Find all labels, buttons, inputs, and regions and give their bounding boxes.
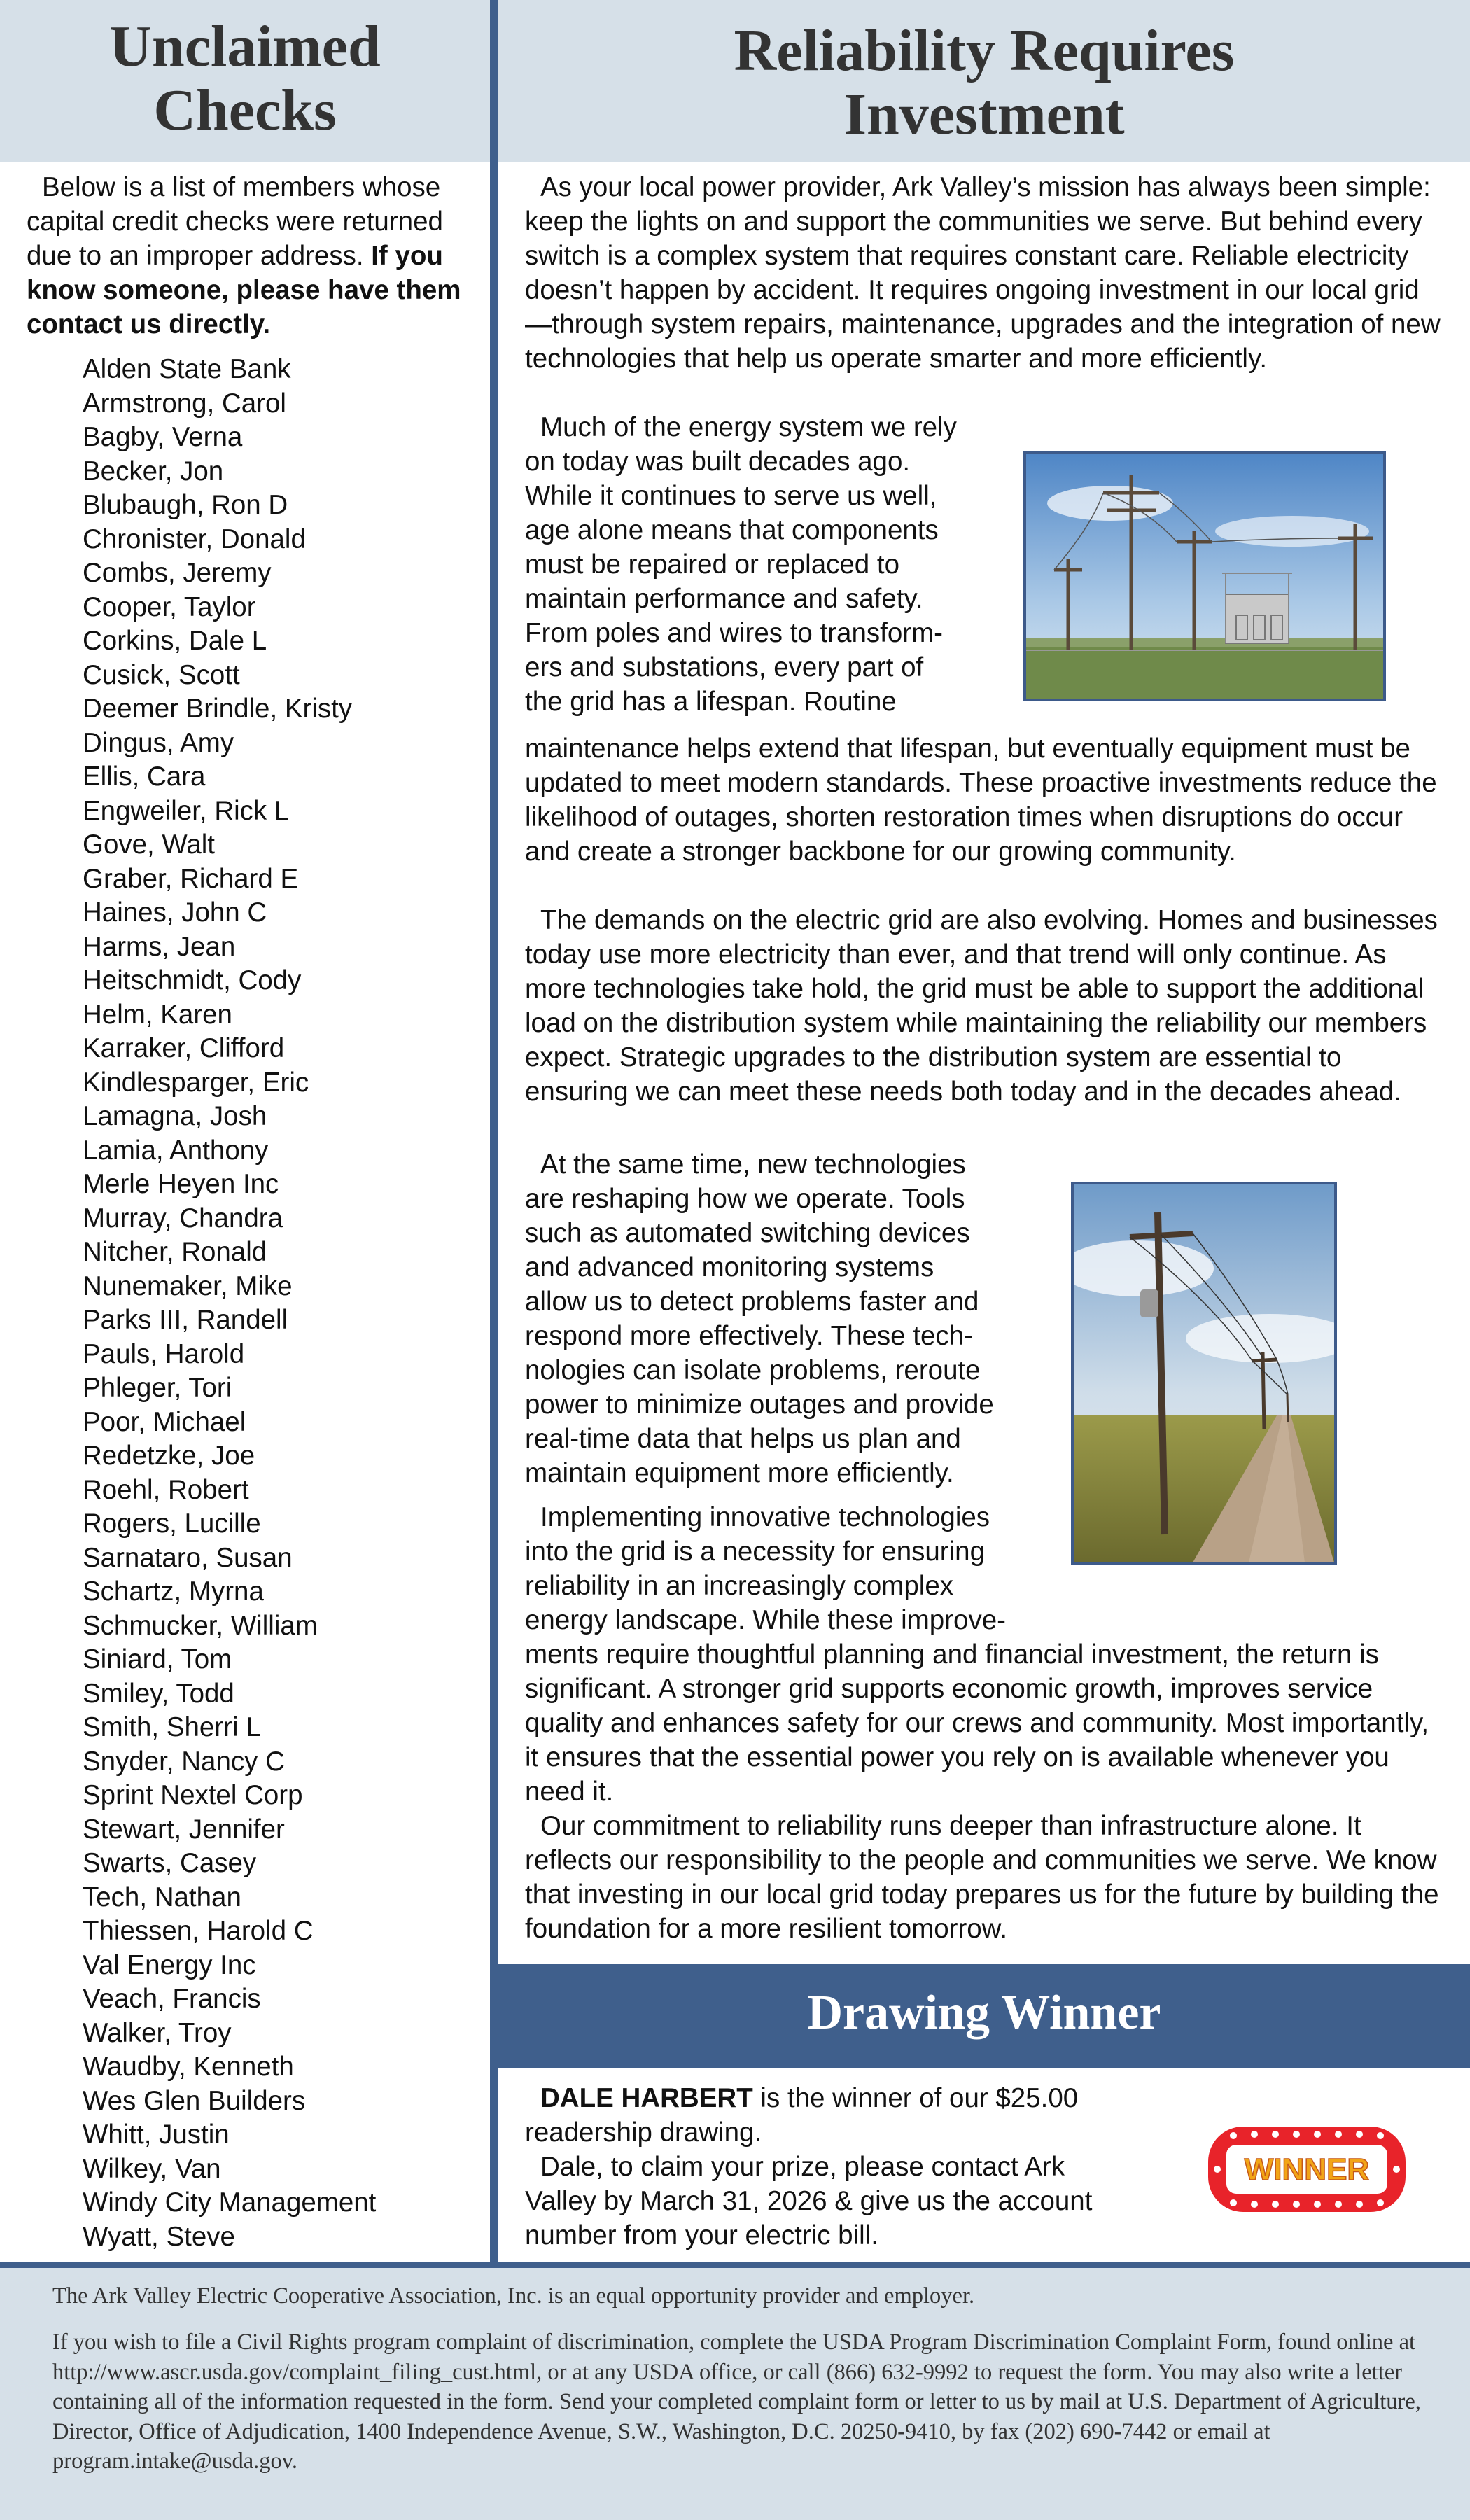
- article-line: are reshaping how we operate. Tools: [525, 1184, 965, 1214]
- winner-badge-graphic: [1205, 2124, 1408, 2215]
- article-paragraph-6: Our commitment to reliability runs deeper than infrastructure alone. It reflects our responsibility to the people and communities we serve. We know that investing in our local grid today prepares us for the future by building the foundation for a more resilient tomorrow.: [525, 1811, 1439, 1944]
- unclaimed-name-item: Ellis, Cara: [83, 762, 206, 792]
- unclaimed-intro-callout: If you know someone, please have them contact us directly.: [27, 241, 461, 340]
- article-line: such as automated switching devices: [525, 1218, 970, 1248]
- article-paragraph-1: As your local power provider, Ark Valley’s mission has always been simple: keep the lights on and support the communities we serve. But behind every switch is a complex system that requires constant care. Reliable electricity doesn’t happen by accident. It requires ongoing investment in our local grid—through system repairs, maintenance, upgrades and the integration of new technologies that help us operate smarter and more efficiently.: [525, 172, 1441, 374]
- article-line: allow us to detect problems faster and: [525, 1287, 979, 1317]
- unclaimed-name-item: Veach, Francis: [83, 1984, 261, 2014]
- unclaimed-name-item: Siniard, Tom: [83, 1644, 232, 1674]
- article-paragraph-3: The demands on the electric grid are also evolving. Homes and businesses today use more electricity than ever, and that trend will only continue. As more technologies take hold, the grid must be able to support the additional load on the distribution system while maintaining the reliability our members expect. Strategic upgrades to the distribution system are essential to ensuring we can meet these needs both today and in the decades ahead.: [525, 905, 1438, 1107]
- drawing-winner-title: Drawing Winner: [807, 1986, 1161, 2040]
- unclaimed-name-item: Kindlesparger, Eric: [83, 1067, 309, 1098]
- article-line: energy landscape. While these improve-: [525, 1605, 1006, 1635]
- drawing-line-1: [525, 2081, 1211, 2115]
- unclaimed-name-item: Lamagna, Josh: [83, 1101, 267, 1131]
- article-line: age alone means that components: [525, 515, 939, 545]
- unclaimed-name-item: Poor, Michael: [83, 1406, 246, 1437]
- article-line: the grid has a lifespan. Routine: [525, 687, 897, 717]
- left-title-line1: Unclaimed: [109, 14, 381, 79]
- unclaimed-name-item: Becker, Jon: [83, 456, 224, 486]
- unclaimed-name-item: Harms, Jean: [83, 931, 236, 962]
- article-line: While it continues to serve us well,: [525, 481, 937, 511]
- unclaimed-name-item: Karraker, Clifford: [83, 1033, 285, 1063]
- unclaimed-name-item: Murray, Chandra: [83, 1203, 284, 1233]
- unclaimed-name-item: Corkins, Dale L: [83, 626, 267, 656]
- unclaimed-name-item: Roehl, Robert: [83, 1474, 249, 1505]
- unclaimed-name-item: Deemer Brindle, Kristy: [83, 694, 353, 724]
- unclaimed-name-item: Bagby, Verna: [83, 422, 243, 452]
- unclaimed-name-item: Schartz, Myrna: [83, 1576, 264, 1606]
- unclaimed-name-item: Wyatt, Steve: [83, 2221, 235, 2252]
- left-title: [0, 15, 490, 142]
- article-paragraph-2b: maintenance helps extend that lifespan, but eventually equipment must be updated to meet modern standards. These proactive investments reduce the likelihood of outages, shorten restoration times when disruptions do occur and create a stronger backbone for our growing community.: [525, 734, 1437, 867]
- article-line: Much of the energy system we rely: [540, 412, 957, 442]
- unclaimed-name-item: Nitcher, Ronald: [83, 1237, 267, 1267]
- unclaimed-name-item: Swarts, Casey: [83, 1848, 257, 1878]
- article-line: must be repaired or replaced to: [525, 550, 900, 580]
- unclaimed-name-item: Combs, Jeremy: [83, 558, 272, 588]
- article-title: [498, 20, 1470, 146]
- article-line: maintain equipment more efficiently.: [525, 1458, 954, 1488]
- rural-road-photo: [1071, 1182, 1337, 1565]
- article-title-line1: Reliability Requires: [734, 18, 1235, 83]
- article-paragraph-5a: [525, 1500, 1057, 1637]
- article-line: power to minimize outages and provide: [525, 1390, 994, 1420]
- unclaimed-name-item: Smith, Sherri L: [83, 1712, 261, 1742]
- winner-name: DALE HARBERT: [540, 2083, 753, 2113]
- article-line: respond more effectively. These tech-: [525, 1321, 973, 1351]
- unclaimed-name-item: Heitschmidt, Cody: [83, 965, 302, 995]
- left-title-line2: Checks: [153, 77, 337, 143]
- unclaimed-name-item: Rogers, Lucille: [83, 1508, 261, 1539]
- unclaimed-name-item: Phleger, Tori: [83, 1373, 232, 1403]
- article-paragraph-5b: ments require thoughtful planning and financial investment, the return is significant. A stronger grid supports economic growth, improves service quality and enhances safety for our crews and community. Most importantly, it ensures that the essential power you rely on is available whenever you need it.: [525, 1639, 1429, 1807]
- drawing-winner-text: [525, 2081, 1211, 2253]
- unclaimed-name-item: Schmucker, William: [83, 1610, 318, 1641]
- unclaimed-name-item: Blubaugh, Ron D: [83, 490, 288, 520]
- article-paragraph-4: [525, 1147, 1029, 1490]
- article-line: into the grid is a necessity for ensuring: [525, 1536, 985, 1567]
- unclaimed-name-item: Pauls, Harold: [83, 1338, 245, 1369]
- article-line: nologies can isolate problems, reroute: [525, 1355, 981, 1385]
- article-title-line2: Investment: [844, 81, 1125, 147]
- article-line: real-time data that helps us plan and: [525, 1424, 961, 1454]
- article-line: maintain performance and safety.: [525, 584, 923, 614]
- article-line: and advanced monitoring systems: [525, 1252, 934, 1282]
- unclaimed-name-item: Nunemaker, Mike: [83, 1270, 293, 1301]
- drawing-line-2: readership drawing.: [525, 2118, 762, 2148]
- drawing-line-3: Dale, to claim your prize, please contact Ark: [540, 2152, 1065, 2182]
- unclaimed-name-item: Cusick, Scott: [83, 659, 240, 690]
- unclaimed-name-item: Redetzke, Joe: [83, 1441, 255, 1471]
- unclaimed-name-item: Wes Glen Builders: [83, 2085, 306, 2116]
- unclaimed-name-item: Helm, Karen: [83, 999, 232, 1030]
- unclaimed-names-list: [83, 353, 482, 2254]
- unclaimed-name-item: Sprint Nextel Corp: [83, 1780, 303, 1810]
- drawing-line-5: number from your electric bill.: [525, 2220, 878, 2250]
- eoe-statement: The Ark Valley Electric Cooperative Association, Inc. is an equal opportunity provider and employer.: [52, 2283, 975, 2309]
- unclaimed-name-item: Tech, Nathan: [83, 1882, 241, 1912]
- unclaimed-name-item: Dingus, Amy: [83, 727, 234, 758]
- column-divider: [490, 0, 498, 2262]
- unclaimed-name-item: Val Energy Inc: [83, 1949, 256, 1980]
- unclaimed-name-item: Alden State Bank: [83, 354, 291, 384]
- article-line: At the same time, new technologies: [540, 1149, 966, 1180]
- unclaimed-name-item: Graber, Richard E: [83, 863, 299, 894]
- unclaimed-name-item: Smiley, Todd: [83, 1678, 234, 1709]
- unclaimed-name-item: Engweiler, Rick L: [83, 795, 290, 826]
- footer-rule: [0, 2262, 1470, 2268]
- unclaimed-name-item: Windy City Management: [83, 2188, 377, 2218]
- winner-badge: [1205, 2124, 1408, 2215]
- unclaimed-name-item: Merle Heyen Inc: [83, 1169, 279, 1199]
- article-line: From poles and wires to transform-: [525, 618, 943, 648]
- unclaimed-name-item: Wilkey, Van: [83, 2153, 221, 2184]
- article-paragraph-2a: [525, 410, 1015, 719]
- drawing-line-1-rest: is the winner of our $25.00: [752, 2083, 1079, 2113]
- substation-image: [1026, 454, 1383, 699]
- unclaimed-name-item: Haines, John C: [83, 897, 267, 927]
- article-line: on today was built decades ago.: [525, 447, 911, 477]
- unclaimed-name-item: Chronister, Donald: [83, 524, 306, 554]
- unclaimed-name-item: Gove, Walt: [83, 830, 215, 860]
- civil-rights-statement: If you wish to file a Civil Rights program complaint of discrimination, complete the USDA Program Discrimination Complaint Form, found online at http://www.ascr.usda.gov/complaint_filing_cust.html, or at any USDA office, or call (866) 632-9992 to request the form. You may also write a letter containing all of the information requested in the form. Send your completed complaint form or letter to us by mail at U.S. Department of Agriculture, Director, Office of Adjudication, 1400 Independence Avenue, S.W., Washington, D.C. 20250-9410, by fax (202) 690-7442 or email at program.intake@usda.gov.: [52, 2330, 1421, 2474]
- unclaimed-name-item: Parks III, Randell: [83, 1305, 288, 1335]
- article-line: Implementing innovative technologies: [540, 1502, 990, 1532]
- unclaimed-name-item: Snyder, Nancy C: [83, 1746, 285, 1777]
- unclaimed-name-item: Cooper, Taylor: [83, 592, 256, 622]
- unclaimed-name-item: Stewart, Jennifer: [83, 1814, 285, 1844]
- unclaimed-name-item: Whitt, Justin: [83, 2120, 230, 2150]
- winner-badge-text: WINNER: [1244, 2152, 1370, 2187]
- unclaimed-name-item: Thiessen, Harold C: [83, 1916, 314, 1946]
- unclaimed-name-item: Waudby, Kenneth: [83, 2052, 294, 2082]
- unclaimed-intro: [27, 170, 475, 342]
- footer: [0, 2268, 1470, 2520]
- article-line: ers and substations, every part of: [525, 652, 924, 682]
- article-line: reliability in an increasingly complex: [525, 1571, 953, 1601]
- unclaimed-name-item: Sarnataro, Susan: [83, 1542, 293, 1573]
- rural-road-image: [1074, 1184, 1334, 1562]
- substation-photo: [1023, 451, 1386, 701]
- unclaimed-name-item: Walker, Troy: [83, 2017, 232, 2048]
- unclaimed-intro-text: Below is a list of members whose capital credit checks were returned due to an improper address.: [27, 172, 443, 271]
- unclaimed-name-item: Armstrong, Carol: [83, 388, 286, 419]
- unclaimed-name-item: Lamia, Anthony: [83, 1135, 269, 1166]
- drawing-line-4: Valley by March 31, 2026 & give us the account: [525, 2186, 1093, 2216]
